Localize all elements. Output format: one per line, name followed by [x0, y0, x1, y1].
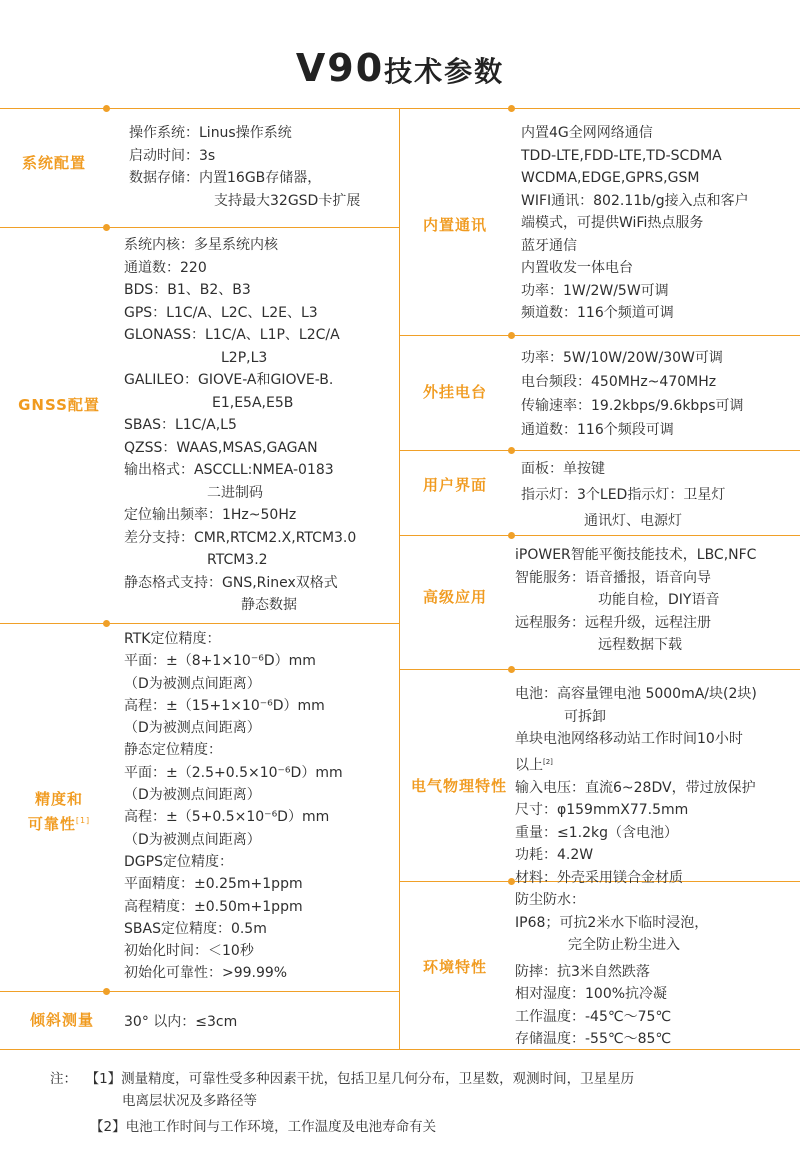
spec-line: TDD-LTE,FDD-LTE,TD-SCDMA	[521, 147, 722, 164]
spec-line: 支持最大32GSD卡扩展	[214, 192, 361, 209]
spec-line: 高程精度：±0.50m+1ppm	[124, 898, 303, 915]
footnote-line: 【2】电池工作时间与工作环境，工作温度及电池寿命有关	[90, 1119, 437, 1135]
divider-dot	[103, 224, 110, 231]
divider-dot	[508, 332, 515, 339]
section-content-ui	[521, 456, 725, 534]
section-content-tilt	[124, 1011, 237, 1034]
spec-line: 以上[2]	[515, 757, 553, 774]
spec-line: 平面：±（8+1×10⁻⁶D）mm	[124, 653, 316, 670]
spec-line: 防尘防水：	[515, 892, 585, 908]
spec-line: WCDMA,EDGE,GPRS,GSM	[521, 170, 700, 186]
spec-line: 高程：±（5+0.5×10⁻⁶D）mm	[124, 809, 330, 826]
spec-line: DGPS定位精度：	[124, 853, 233, 870]
spec-line: IP68；可抗2米水下临时浸泡，	[515, 914, 709, 931]
divider-dot	[103, 620, 110, 627]
spec-line: 存储温度：-55℃～85℃	[515, 1031, 672, 1047]
spec-line: 数据存储：内置16GB存储器，	[129, 170, 322, 186]
spec-line: 内置4G全网网络通信	[521, 125, 653, 141]
spec-line: （D为被测点间距离）	[124, 720, 261, 737]
footnotes	[50, 1068, 634, 1138]
spec-line: 指示灯：3个LED指示灯：卫星灯	[521, 487, 726, 503]
spec-line: 频道数：116个频道可调	[521, 305, 674, 321]
center-divider	[399, 108, 400, 1049]
section-content-environment	[515, 889, 708, 1051]
spec-line: 重量：≤1.2kg（含电池）	[515, 824, 678, 841]
divider-dot	[508, 666, 515, 673]
spec-line: 传输速率：19.2kbps/9.6kbps可调	[521, 398, 744, 414]
divider-left-2	[0, 623, 400, 624]
section-label-electrical: 电气物理特性	[410, 777, 507, 795]
footnote-mark: [1]	[75, 816, 91, 825]
spec-line: 输出格式：ASCCLL:NMEA-0183	[124, 462, 334, 478]
footnote-mark: [2]	[543, 757, 553, 766]
spec-line: 启动时间：3s	[129, 147, 216, 164]
spec-line: QZSS：WAAS,MSAS,GAGAN	[124, 439, 318, 456]
spec-line: 平面精度：±0.25m+1ppm	[124, 876, 303, 893]
section-label-advanced: 高级应用	[422, 588, 487, 606]
spec-line: RTCM3.2	[207, 552, 268, 568]
divider-dot	[508, 105, 515, 112]
divider-dot	[508, 447, 515, 454]
spec-line: 单块电池网络移动站工作时间10小时	[515, 731, 743, 747]
spec-line: 差分支持：CMR,RTCM2.X,RTCM3.0	[124, 529, 357, 546]
section-label-line: 可靠性[1]	[27, 815, 91, 833]
section-label-system: 系统配置	[21, 154, 86, 172]
spec-line: 静态定位精度：	[124, 742, 222, 759]
section-content-comm	[521, 122, 749, 325]
spec-line: 面板：单按键	[521, 461, 605, 477]
spec-line: 通道数：116个频段可调	[521, 422, 674, 438]
spec-line: 防摔：抗3米自然跌落	[515, 963, 650, 980]
section-content-gnss	[124, 234, 356, 617]
spec-line: 静态数据	[241, 597, 297, 613]
section-label-gnss: GNSS配置	[18, 396, 100, 414]
spec-line: （D为被测点间距离）	[124, 787, 261, 804]
spec-line: 远程数据下载	[598, 637, 682, 653]
spec-line: 二进制码	[207, 484, 263, 501]
section-label-comm: 内置通讯	[422, 216, 487, 234]
spec-line: 端模式，可提供WiFi热点服务	[521, 215, 704, 231]
spec-line: 功率：1W/2W/5W可调	[521, 282, 669, 299]
spec-line: 远程服务：远程升级，远程注册	[515, 614, 711, 631]
spec-line: RTK定位精度：	[124, 631, 221, 647]
page-title	[0, 46, 800, 90]
spec-line: 初始化时间：＜10秒	[124, 943, 254, 960]
divider-right-1	[400, 335, 800, 336]
section-label-tilt: 倾斜测量	[29, 1011, 94, 1029]
spec-line: 材料：外壳采用镁合金材质	[515, 869, 683, 886]
footnote-line: 电离层状况及多路径等	[122, 1093, 257, 1109]
title-text: 技术参数	[384, 55, 505, 88]
spec-line: （D为被测点间距离）	[124, 675, 261, 692]
divider-dot	[508, 532, 515, 539]
spec-line: 可拆卸	[564, 708, 606, 725]
spec-line: 系统内核：多星系统内核	[124, 237, 278, 253]
spec-line: WIFI通讯：802.11b/g接入点和客户	[521, 192, 749, 209]
spec-line: 电台频段：450MHz~470MHz	[521, 374, 717, 390]
spec-line: 功率：5W/10W/20W/30W可调	[521, 350, 723, 366]
section-content-advanced	[515, 544, 756, 657]
divider-dot	[508, 878, 515, 885]
spec-line: 静态格式支持：GNS,Rinex双格式	[124, 574, 338, 591]
notes-prefix: 注：	[50, 1071, 77, 1087]
section-content-system	[129, 122, 360, 212]
spec-line: 初始化可靠性：>99.99%	[124, 965, 288, 982]
spec-line: 高程：±（15+1×10⁻⁶D）mm	[124, 697, 325, 714]
footnote-line	[50, 1068, 634, 1090]
spec-line: 通道数：220	[124, 259, 207, 276]
spec-line: 内置收发一体电台	[521, 260, 633, 276]
spec-line: E1,E5A,E5B	[212, 394, 294, 411]
section-label-radio: 外挂电台	[422, 383, 487, 401]
spec-line: 通讯灯、电源灯	[584, 513, 682, 529]
spec-line: （D为被测点间距离）	[124, 831, 261, 848]
spec-line: GLONASS：L1C/A、L1P、L2C/A	[124, 327, 340, 343]
divider-right-4	[400, 669, 800, 670]
spec-line: 工作温度：-45℃～75℃	[515, 1008, 672, 1025]
spec-line: BDS：B1、B2、B3	[124, 282, 251, 298]
spec-line: 输入电压：直流6~28DV，带过放保护	[515, 779, 756, 796]
divider-left-1	[0, 227, 400, 228]
divider-dot	[103, 105, 110, 112]
divider-right-3	[400, 535, 800, 536]
spec-line: 蓝牙通信	[521, 237, 577, 254]
spec-line: L2P,L3	[221, 349, 268, 366]
spec-line: GPS：L1C/A、L2C、L2E、L3	[124, 304, 318, 321]
divider-left-3	[0, 991, 400, 992]
section-label-ui: 用户界面	[422, 476, 487, 494]
spec-line: 智能服务：语音播报，语音向导	[515, 569, 711, 586]
section-label-precision	[0, 788, 118, 835]
section-label-environment: 环境特性	[422, 958, 487, 976]
spec-line: 操作系统：Linus操作系统	[129, 125, 292, 141]
spec-line: 功耗：4.2W	[515, 847, 594, 864]
spec-line: GALILEO：GIOVE-A和GIOVE-B.	[124, 372, 334, 388]
divider-top-left	[0, 108, 400, 109]
spec-line: SBAS定位精度：0.5m	[124, 920, 267, 937]
spec-line: 相对湿度：100%抗冷凝	[515, 986, 668, 1002]
spec-line: 尺寸：φ159mmX77.5mm	[515, 802, 689, 819]
divider-right-2	[400, 450, 800, 451]
section-content-precision	[124, 628, 343, 985]
spec-line: 30° 以内：≤3cm	[124, 1014, 238, 1030]
divider-top-right	[400, 108, 800, 109]
divider-dot	[103, 988, 110, 995]
section-content-electrical	[515, 683, 757, 889]
spec-line: 功能自检，DIY语音	[598, 592, 720, 608]
section-label-line: 精度和	[34, 790, 83, 808]
section-content-radio	[521, 346, 744, 442]
spec-line: 平面：±（2.5+0.5×10⁻⁶D）mm	[124, 764, 343, 781]
spec-line: SBAS：L1C/A,L5	[124, 417, 237, 433]
model-name: V90	[295, 46, 385, 90]
spec-line: 定位输出频率：1Hz~50Hz	[124, 507, 297, 523]
spec-line: iPOWER智能平衡技能技术，LBC,NFC	[515, 547, 757, 563]
spec-line: 完全防止粉尘进入	[568, 937, 680, 953]
spec-line: 电池：高容量锂电池 5000mA/块(2块)	[515, 686, 757, 702]
footnote-text: 【1】测量精度，可靠性受多种因素干扰，包括卫星几何分布，卫星数，观测时间，卫星星历	[85, 1071, 635, 1087]
